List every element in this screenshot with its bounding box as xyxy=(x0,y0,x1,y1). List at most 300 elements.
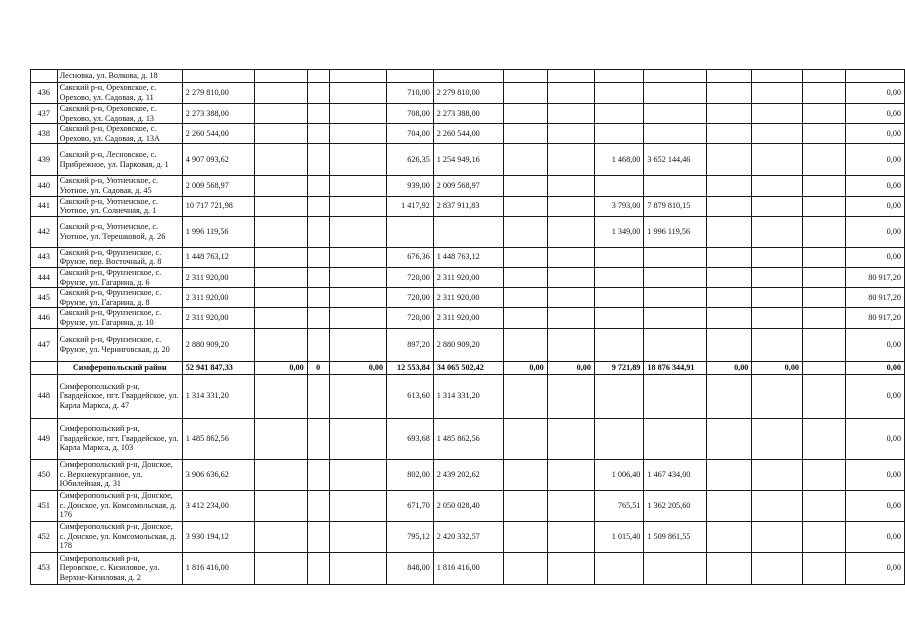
address-cell: Сакский р-н, Ореховское, с. Орехово, ул. Садовая, д. 13 xyxy=(57,104,182,124)
table-row xyxy=(31,521,905,552)
table-row xyxy=(31,552,905,584)
total-cost-cell: 3 412 234,00 xyxy=(182,490,255,521)
address-cell: Сакский р-н, Ореховское, с. Орехово, ул. Садовая, д. 11 xyxy=(57,83,182,104)
facade-area-cell xyxy=(594,83,643,104)
cell-col5 xyxy=(329,70,386,83)
cell-col9: 0,00 xyxy=(547,361,594,374)
facade-area-cell: 9 721,89 xyxy=(594,361,643,374)
cell-col5 xyxy=(329,176,386,196)
table-row xyxy=(31,288,905,308)
total-cost-cell: 2 273 388,00 xyxy=(182,104,255,124)
facade-area-cell xyxy=(594,104,643,124)
cell-col9 xyxy=(547,83,594,104)
total-cost-cell: 2 311 920,00 xyxy=(182,308,255,328)
cell-col13 xyxy=(752,552,803,584)
cell-col12 xyxy=(706,418,752,459)
cell-col5 xyxy=(329,288,386,308)
cell-col3 xyxy=(255,70,307,83)
cell-col8 xyxy=(503,144,547,176)
cell-col4 xyxy=(307,418,329,459)
facade-cost-cell xyxy=(644,83,706,104)
facade-area-cell xyxy=(594,374,643,418)
cell-col9 xyxy=(547,267,594,287)
cell-col15: 0,00 xyxy=(846,196,905,216)
facade-area-cell: 765,51 xyxy=(594,490,643,521)
cell-col5 xyxy=(329,83,386,104)
cell-col15: 0,00 xyxy=(846,552,905,584)
cell-col14 xyxy=(803,521,846,552)
address-cell: Симферопольский р-н, Донское, с. Донское, ул. Комсомольская, д. 176 xyxy=(57,490,182,521)
cell-col12 xyxy=(706,490,752,521)
table-row xyxy=(31,144,905,176)
address-cell: Сакский р-н, Фрунзенское, с. Фрунзе, ул. Гагарина, д. 8 xyxy=(57,288,182,308)
facade-cost-cell: 3 652 144,46 xyxy=(644,144,706,176)
table-row xyxy=(31,328,905,361)
cell-col15: 0,00 xyxy=(846,361,905,374)
cell-col15: 0,00 xyxy=(846,124,905,144)
cell-col13 xyxy=(752,176,803,196)
cell-col4 xyxy=(307,70,329,83)
total-cost-cell: 2 009 568,97 xyxy=(182,176,255,196)
cell-col12 xyxy=(706,521,752,552)
cell-col15: 0,00 xyxy=(846,176,905,196)
cell-col12 xyxy=(706,328,752,361)
cell-col14 xyxy=(803,104,846,124)
address-cell: Сакский р-н, Уютненское, с. Уютное, ул. Терешковой, д. 26 xyxy=(57,216,182,247)
row-number: 444 xyxy=(31,267,58,287)
facade-cost-cell xyxy=(644,418,706,459)
facade-area-cell: 1 006,40 xyxy=(594,459,643,490)
cell-col12 xyxy=(706,216,752,247)
roof-cost-cell: 2 837 911,83 xyxy=(433,196,503,216)
cell-col15: 0,00 xyxy=(846,521,905,552)
address-cell: Сакский р-н, Уютненское, с. Уютное, ул. Солнечная, д. 1 xyxy=(57,196,182,216)
cell-col14 xyxy=(803,267,846,287)
cell-col4 xyxy=(307,247,329,267)
cell-col5 xyxy=(329,196,386,216)
table-body xyxy=(31,70,905,585)
row-number: 443 xyxy=(31,247,58,267)
cell-col15: 0,00 xyxy=(846,247,905,267)
row-number: 451 xyxy=(31,490,58,521)
cell-col4 xyxy=(307,216,329,247)
table-row xyxy=(31,418,905,459)
cell-col9 xyxy=(547,328,594,361)
facade-cost-cell xyxy=(644,70,706,83)
cell-col4 xyxy=(307,490,329,521)
cell-col12 xyxy=(706,552,752,584)
cell-col8 xyxy=(503,176,547,196)
cell-col8 xyxy=(503,328,547,361)
cell-col14 xyxy=(803,196,846,216)
total-cost-cell: 3 930 194,12 xyxy=(182,521,255,552)
table-row xyxy=(31,308,905,328)
cell-col9 xyxy=(547,196,594,216)
cell-col12 xyxy=(706,176,752,196)
cell-col3 xyxy=(255,459,307,490)
cell-col14 xyxy=(803,418,846,459)
facade-area-cell: 1 468,00 xyxy=(594,144,643,176)
address-cell: Сакский р-н, Фрунзенское, с. Фрунзе, пер. Восточный, д. 8 xyxy=(57,247,182,267)
cell-col14 xyxy=(803,552,846,584)
facade-cost-cell xyxy=(644,328,706,361)
roof-cost-cell: 1 314 331,20 xyxy=(433,374,503,418)
cell-col13 xyxy=(752,144,803,176)
cell-col15: 0,00 xyxy=(846,374,905,418)
cell-col12 xyxy=(706,247,752,267)
cell-col15: 0,00 xyxy=(846,459,905,490)
facade-cost-cell xyxy=(644,267,706,287)
cell-col9 xyxy=(547,104,594,124)
total-cost-cell: 2 311 920,00 xyxy=(182,267,255,287)
cell-col8 xyxy=(503,267,547,287)
cell-col12 xyxy=(706,196,752,216)
table-row xyxy=(31,70,905,83)
cell-col4 xyxy=(307,104,329,124)
cell-col4 xyxy=(307,176,329,196)
row-number: 453 xyxy=(31,552,58,584)
row-number: 452 xyxy=(31,521,58,552)
total-cost-cell: 2 880 909,20 xyxy=(182,328,255,361)
roof-area-cell: 676,36 xyxy=(387,247,434,267)
roof-cost-cell: 2 311 920,00 xyxy=(433,308,503,328)
cell-col13 xyxy=(752,308,803,328)
roof-area-cell: 693,68 xyxy=(387,418,434,459)
cell-col13 xyxy=(752,490,803,521)
address-cell: Лесновка, ул. Волкова, д. 18 xyxy=(57,70,182,83)
cell-col8 xyxy=(503,521,547,552)
cell-col8 xyxy=(503,459,547,490)
roof-area-cell: 671,70 xyxy=(387,490,434,521)
cell-col13 xyxy=(752,459,803,490)
cell-col8 xyxy=(503,418,547,459)
cell-col12 xyxy=(706,124,752,144)
cell-col9 xyxy=(547,70,594,83)
row-number: 441 xyxy=(31,196,58,216)
cell-col15: 0,00 xyxy=(846,104,905,124)
cell-col3 xyxy=(255,418,307,459)
facade-cost-cell: 18 876 344,91 xyxy=(644,361,706,374)
roof-area-cell: 613,60 xyxy=(387,374,434,418)
cell-col5 xyxy=(329,328,386,361)
cell-col5 xyxy=(329,216,386,247)
cell-col5 xyxy=(329,490,386,521)
address-cell: Симферопольский р-н, Гвардейское, пгт. Гвардейское, ул. Карла Маркса, д. 47 xyxy=(57,374,182,418)
cell-col8 xyxy=(503,83,547,104)
cell-col3 xyxy=(255,288,307,308)
cell-col12 xyxy=(706,288,752,308)
cell-col12 xyxy=(706,308,752,328)
cell-col12: 0,00 xyxy=(706,361,752,374)
address-cell: Симферопольский р-н, Донское, с. Верхнекурганное, ул. Юбилейная, д. 31 xyxy=(57,459,182,490)
cell-col13 xyxy=(752,288,803,308)
address-cell: Симферопольский р-н, Гвардейское, пгт. Гвардейское, ул. Карла Маркса, д. 103 xyxy=(57,418,182,459)
cell-col14 xyxy=(803,459,846,490)
roof-cost-cell xyxy=(433,216,503,247)
cell-col9 xyxy=(547,247,594,267)
row-number: 438 xyxy=(31,124,58,144)
roof-cost-cell: 1 816 416,00 xyxy=(433,552,503,584)
facade-area-cell xyxy=(594,124,643,144)
address-cell: Сакский р-н, Фрунзенское, с. Фрунзе, ул. Черниговская, д. 20 xyxy=(57,328,182,361)
roof-area-cell: 626,35 xyxy=(387,144,434,176)
cell-col15: 0,00 xyxy=(846,490,905,521)
address-cell: Сакский р-н, Лесновское, с. Прибрежное, ул. Парковая, д. 1 xyxy=(57,144,182,176)
cell-col8 xyxy=(503,308,547,328)
cell-col5 xyxy=(329,374,386,418)
roof-area-cell: 720,00 xyxy=(387,288,434,308)
table-row xyxy=(31,196,905,216)
address-cell: Сакский р-н, Фрунзенское, с. Фрунзе, ул. Гагарина, д. 6 xyxy=(57,267,182,287)
cell-col15: 80 917,20 xyxy=(846,288,905,308)
cell-col13 xyxy=(752,196,803,216)
cell-col9 xyxy=(547,124,594,144)
cell-col4 xyxy=(307,308,329,328)
address-cell: Симферопольский район xyxy=(57,361,182,374)
cell-col14 xyxy=(803,70,846,83)
cell-col3 xyxy=(255,308,307,328)
cell-col14 xyxy=(803,361,846,374)
roof-area-cell: 897,20 xyxy=(387,328,434,361)
roof-area-cell: 939,00 xyxy=(387,176,434,196)
row-number: 442 xyxy=(31,216,58,247)
address-cell: Сакский р-н, Ореховское, с. Орехово, ул. Садовая, д. 13А xyxy=(57,124,182,144)
table-row xyxy=(31,374,905,418)
table-row xyxy=(31,247,905,267)
roof-area-cell: 720,00 xyxy=(387,308,434,328)
cell-col14 xyxy=(803,490,846,521)
facade-area-cell xyxy=(594,288,643,308)
roof-area-cell xyxy=(387,216,434,247)
cell-col3 xyxy=(255,124,307,144)
facade-area-cell: 1 015,40 xyxy=(594,521,643,552)
cell-col5 xyxy=(329,124,386,144)
cell-col5 xyxy=(329,308,386,328)
table-row xyxy=(31,124,905,144)
cell-col14 xyxy=(803,83,846,104)
facade-area-cell: 3 793,00 xyxy=(594,196,643,216)
address-cell: Симферопольский р-н, Перовское, с. Кизиловое, ул. Верхне-Кизиловая, д. 2 xyxy=(57,552,182,584)
cell-col5 xyxy=(329,521,386,552)
cell-col13 xyxy=(752,247,803,267)
cell-col8 xyxy=(503,552,547,584)
cell-col9 xyxy=(547,216,594,247)
cell-col3 xyxy=(255,328,307,361)
cell-col5 xyxy=(329,267,386,287)
total-cost-cell: 2 279 810,00 xyxy=(182,83,255,104)
cell-col14 xyxy=(803,176,846,196)
cell-col12 xyxy=(706,70,752,83)
facade-area-cell xyxy=(594,267,643,287)
roof-cost-cell: 34 065 502,42 xyxy=(433,361,503,374)
facade-area-cell xyxy=(594,247,643,267)
table-row xyxy=(31,459,905,490)
address-cell: Сакский р-н, Фрунзенское, с. Фрунзе, ул. Гагарина, д. 10 xyxy=(57,308,182,328)
roof-area-cell: 720,00 xyxy=(387,267,434,287)
cell-col15: 0,00 xyxy=(846,144,905,176)
cell-col14 xyxy=(803,124,846,144)
roof-area-cell: 795,12 xyxy=(387,521,434,552)
row-number: 439 xyxy=(31,144,58,176)
total-cost-cell: 2 260 544,00 xyxy=(182,124,255,144)
cell-col14 xyxy=(803,247,846,267)
roof-area-cell: 710,00 xyxy=(387,83,434,104)
cell-col5 xyxy=(329,247,386,267)
row-number xyxy=(31,361,58,374)
cell-col15: 80 917,20 xyxy=(846,267,905,287)
cell-col9 xyxy=(547,144,594,176)
cell-col14 xyxy=(803,374,846,418)
cell-col8 xyxy=(503,374,547,418)
cell-col12 xyxy=(706,104,752,124)
facade-cost-cell xyxy=(644,552,706,584)
cell-col12 xyxy=(706,144,752,176)
facade-area-cell xyxy=(594,308,643,328)
cell-col13 xyxy=(752,216,803,247)
cell-col13 xyxy=(752,418,803,459)
row-number: 437 xyxy=(31,104,58,124)
cell-col13 xyxy=(752,104,803,124)
cell-col8 xyxy=(503,216,547,247)
facade-cost-cell: 1 467 434,00 xyxy=(644,459,706,490)
facade-cost-cell xyxy=(644,247,706,267)
total-cost-cell: 4 907 093,62 xyxy=(182,144,255,176)
cell-col15: 80 917,20 xyxy=(846,308,905,328)
cell-col14 xyxy=(803,216,846,247)
roof-cost-cell: 1 485 862,56 xyxy=(433,418,503,459)
facade-area-cell: 1 349,00 xyxy=(594,216,643,247)
cell-col15 xyxy=(846,70,905,83)
cell-col5 xyxy=(329,144,386,176)
roof-cost-cell: 2 311 920,00 xyxy=(433,267,503,287)
cell-col3 xyxy=(255,267,307,287)
roof-cost-cell: 2 439 202,62 xyxy=(433,459,503,490)
cell-col13 xyxy=(752,521,803,552)
cell-col8 xyxy=(503,247,547,267)
cell-col4 xyxy=(307,328,329,361)
roof-cost-cell: 2 050 028,40 xyxy=(433,490,503,521)
cell-col12 xyxy=(706,459,752,490)
cell-col14 xyxy=(803,328,846,361)
cell-col8 xyxy=(503,104,547,124)
facade-area-cell xyxy=(594,176,643,196)
cell-col4 xyxy=(307,459,329,490)
cell-col13 xyxy=(752,267,803,287)
total-cost-cell: 52 941 847,33 xyxy=(182,361,255,374)
cell-col8 xyxy=(503,196,547,216)
row-number: 448 xyxy=(31,374,58,418)
row-number: 436 xyxy=(31,83,58,104)
table-row xyxy=(31,216,905,247)
cell-col4 xyxy=(307,374,329,418)
cell-col3: 0,00 xyxy=(255,361,307,374)
cell-col9 xyxy=(547,459,594,490)
cell-col13: 0,00 xyxy=(752,361,803,374)
total-cost-cell: 10 717 721,98 xyxy=(182,196,255,216)
cell-col9 xyxy=(547,288,594,308)
cell-col8 xyxy=(503,288,547,308)
roof-cost-cell: 1 254 949,16 xyxy=(433,144,503,176)
facade-cost-cell xyxy=(644,176,706,196)
total-cost-cell: 1 996 119,56 xyxy=(182,216,255,247)
row-number: 450 xyxy=(31,459,58,490)
cell-col12 xyxy=(706,83,752,104)
cell-col13 xyxy=(752,328,803,361)
cell-col3 xyxy=(255,196,307,216)
cell-col4 xyxy=(307,124,329,144)
cell-col5 xyxy=(329,418,386,459)
facade-area-cell xyxy=(594,328,643,361)
cell-col13 xyxy=(752,83,803,104)
total-cost-cell: 1 485 862,56 xyxy=(182,418,255,459)
facade-cost-cell: 1 509 861,55 xyxy=(644,521,706,552)
cell-col3 xyxy=(255,521,307,552)
cell-col9 xyxy=(547,490,594,521)
roof-area-cell: 708,00 xyxy=(387,104,434,124)
cell-col3 xyxy=(255,552,307,584)
cell-col4 xyxy=(307,196,329,216)
row-number xyxy=(31,70,58,83)
row-number: 445 xyxy=(31,288,58,308)
cell-col4 xyxy=(307,83,329,104)
cell-col3 xyxy=(255,176,307,196)
table-row xyxy=(31,176,905,196)
table-row xyxy=(31,490,905,521)
total-cost-cell: 1 314 331,20 xyxy=(182,374,255,418)
cell-col13 xyxy=(752,70,803,83)
cell-col5 xyxy=(329,552,386,584)
cell-col3 xyxy=(255,104,307,124)
cell-col12 xyxy=(706,267,752,287)
roof-cost-cell: 2 009 568,97 xyxy=(433,176,503,196)
facade-cost-cell: 7 879 810,15 xyxy=(644,196,706,216)
cell-col13 xyxy=(752,374,803,418)
roof-area-cell: 1 417,92 xyxy=(387,196,434,216)
roof-cost-cell xyxy=(433,70,503,83)
total-cost-cell: 3 906 636,62 xyxy=(182,459,255,490)
cell-col14 xyxy=(803,288,846,308)
facade-area-cell xyxy=(594,552,643,584)
cell-col8 xyxy=(503,70,547,83)
cell-col8 xyxy=(503,124,547,144)
cell-col9 xyxy=(547,418,594,459)
table-row xyxy=(31,83,905,104)
total-cost-cell: 2 311 920,00 xyxy=(182,288,255,308)
facade-cost-cell: 1 362 205,60 xyxy=(644,490,706,521)
cell-col5 xyxy=(329,459,386,490)
row-number: 440 xyxy=(31,176,58,196)
roof-cost-cell: 2 260 544,00 xyxy=(433,124,503,144)
facade-cost-cell xyxy=(644,104,706,124)
facade-cost-cell xyxy=(644,288,706,308)
facade-cost-cell: 1 996 119,56 xyxy=(644,216,706,247)
cell-col4: 0 xyxy=(307,361,329,374)
roof-cost-cell: 2 311 920,00 xyxy=(433,288,503,308)
row-number: 449 xyxy=(31,418,58,459)
cell-col15: 0,00 xyxy=(846,328,905,361)
cell-col9 xyxy=(547,308,594,328)
facade-cost-cell xyxy=(644,308,706,328)
cell-col9 xyxy=(547,374,594,418)
cell-col5 xyxy=(329,104,386,124)
cell-col3 xyxy=(255,247,307,267)
cell-col8 xyxy=(503,490,547,521)
cell-col12 xyxy=(706,374,752,418)
table-row xyxy=(31,104,905,124)
cell-col3 xyxy=(255,144,307,176)
cell-col5: 0,00 xyxy=(329,361,386,374)
cell-col3 xyxy=(255,216,307,247)
